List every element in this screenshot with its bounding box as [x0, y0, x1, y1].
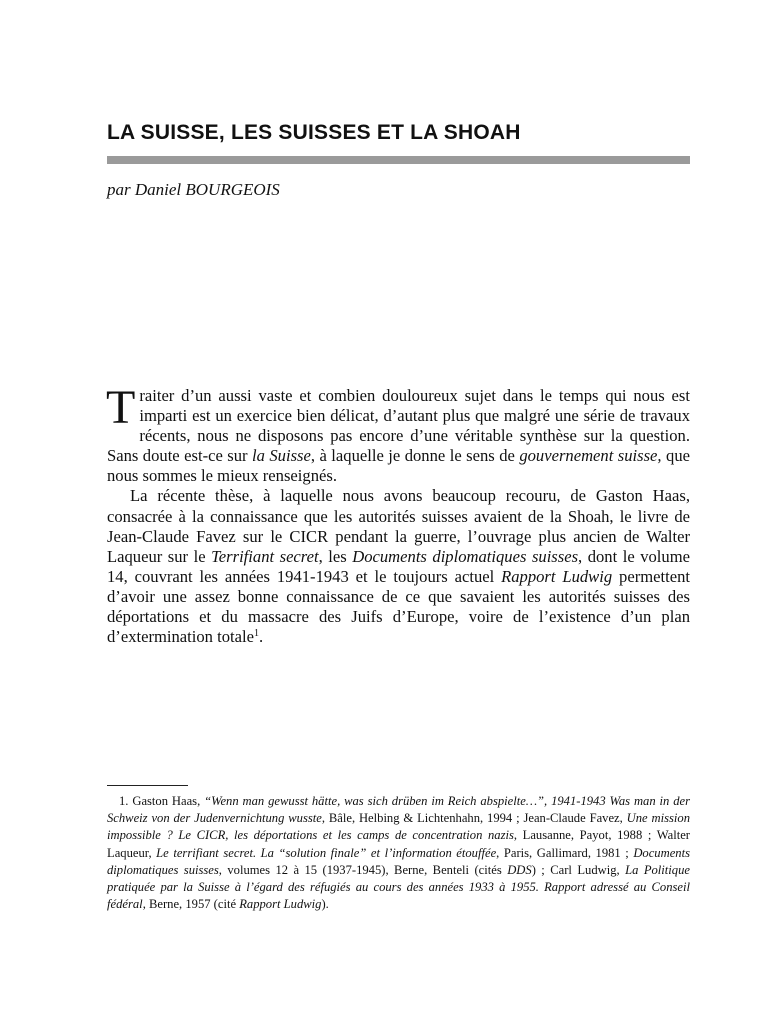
text-run: permettent d’avoir une assez bonne connaissance de ce que savaient les autorités suisses des déportations et du massacre des Juifs d’Europe, voire de l’existence d’un plan d’extermination totale — [107, 566, 690, 647]
italic-run: DDS — [507, 862, 532, 877]
text-run: , Berne, 1957 (cité — [142, 897, 240, 912]
text-run: , Paris, Gallimard, 1981 ; — [496, 845, 634, 860]
text-run: , à laquelle je donne le sens de — [310, 446, 520, 466]
italic-run: Une mission impossible ? Le CICR, les déportations et les camps de concentration nazis — [107, 811, 690, 843]
text-run: La récente thèse, à laquelle nous avons beaucoup recouru, de Gaston Haas, consacrée à la connaissance que les autorités suisses avaient de la Shoah, le livre de Jean-Claude Favez sur le CICR pendant la guerre, l’ouvrage plus ancien de Walter Laqueur sur le — [107, 486, 690, 566]
paragraph-1 — [106, 381, 690, 486]
text-run: , dont le volume 14, couvrant les années 1941-1943 et le toujours actuel — [107, 546, 690, 586]
footnote-separator — [107, 785, 188, 786]
text-run: , Lausanne, Payot, 1988 ; Walter Laqueur, — [107, 828, 690, 860]
italic-run: Rapport Ludwig — [501, 566, 613, 586]
italic-run: la Suisse — [252, 446, 311, 466]
author-line: par Daniel BOURGEOIS — [107, 180, 280, 199]
title-rule — [107, 156, 690, 164]
italic-run: “Wenn man gewusst hätte, was sich drüben im Reich abspielte…”, 1941-1943 Was man in der Schweiz von der Judenvernichtung wusste — [107, 794, 690, 826]
italic-run: Documents diplomatiques suisses — [352, 546, 579, 566]
drop-cap: T — [106, 381, 136, 434]
text-run: , volumes 12 à 15 (1937-1945), Berne, Benteli (cités — [218, 862, 508, 877]
italic-run: La Politique pratiquée par la Suisse à l’égard des réfugiés au cours des années 1933 à 1955. Rapport adressé au Conseil fédéral — [107, 862, 690, 912]
italic-run: Le terrifiant secret. La “solution finale” et l’information étouffée — [156, 845, 497, 860]
text-run: , Bâle, Helbing & Lichtenhahn, 1994 ; Jean-Claude Favez, — [321, 811, 627, 826]
text-run: raiter d’un aussi vaste et combien douloureux sujet dans le temps qui nous est imparti est un exercice bien délicat, d’autant plus que malgré une série de travaux récents, nous ne disposons pas encore d’une véritable synthèse sur la question. Sans doute est-ce sur — [107, 386, 690, 466]
text-run: ). — [321, 897, 329, 912]
text-run: que nous sommes le mieux renseignés. — [107, 446, 690, 486]
text-run: ) ; Carl Ludwig, — [531, 862, 626, 877]
footnote-reference[interactable]: 1 — [254, 628, 259, 640]
article-body — [106, 381, 690, 647]
italic-run: Documents diplomatiques suisses — [107, 845, 690, 877]
italic-run: Rapport Ludwig — [239, 897, 322, 912]
paragraph-2 — [107, 486, 690, 647]
footnote-1 — [107, 793, 690, 913]
text-run: , les — [318, 546, 353, 566]
italic-run: gouvernement suisse, — [519, 446, 662, 466]
footnote-number: 1. — [119, 794, 133, 808]
article-title: LA SUISSE, LES SUISSES ET LA SHOAH — [107, 121, 521, 144]
text-run: Gaston Haas, — [132, 794, 205, 808]
italic-run: Terrifiant secret — [211, 546, 319, 566]
text-run: . — [259, 627, 264, 647]
